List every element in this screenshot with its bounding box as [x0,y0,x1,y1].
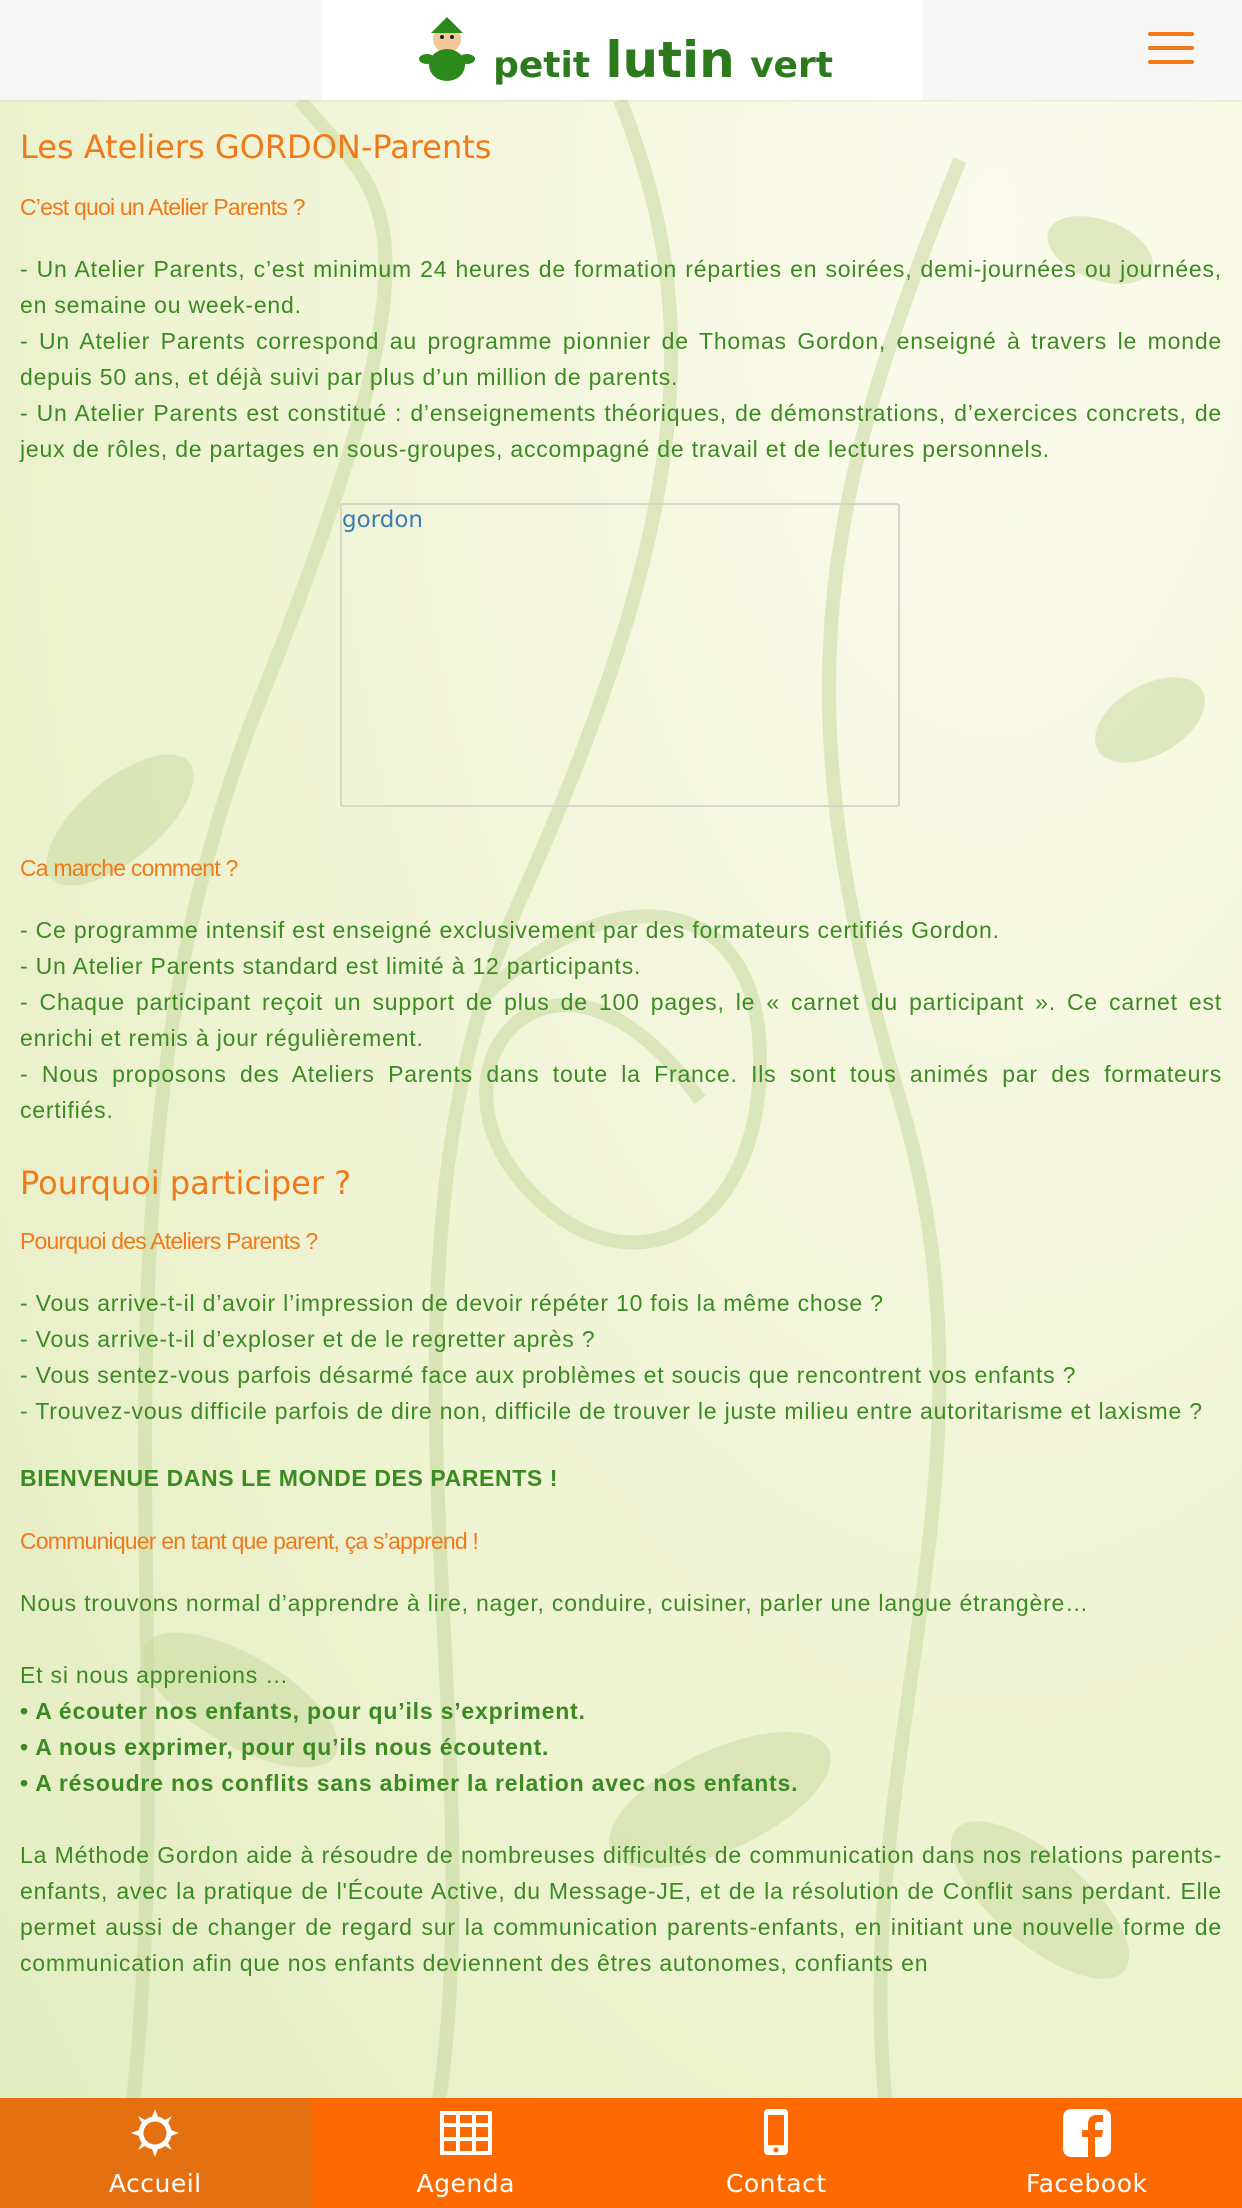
bottom-navigation [0,2098,1242,2208]
page-title: Les Ateliers GORDON-Parents [20,128,492,166]
app-header [0,0,1242,100]
nav-label: Facebook [1026,2169,1148,2198]
section-subtitle: Pourquoi des Ateliers Parents ? [20,1228,318,1254]
method-paragraph: La Méthode Gordon aide à résoudre de nombreuses difficultés de communication dans nos relations parents-enfants, avec la pratique de l'Écoute Active, du Message-JE, et de la résolution de Conflit sans perdant. Elle permet aussi de changer de regard sur la communication parents-enfants, en initiant une nouvelle forme de communication afin que nos enfants deviennent des êtres autonomes, confiants en [20,1842,1222,1976]
section-subtitle: C’est quoi un Atelier Parents ? [20,194,305,220]
calendar-icon [438,2105,494,2161]
nav-item-contact[interactable] [621,2098,932,2208]
bullet-item: • A écouter nos enfants, pour qu’ils s’expriment. [20,1698,586,1724]
intro-paragraph: Nous trouvons normal d’apprendre à lire, nager, conduire, cuisiner, parler une langue étrangère… [20,1590,1089,1616]
logo-word-lutin: lutin [605,31,735,89]
paragraph-line: - Un Atelier Parents est constitué : d’enseignements théoriques, de démonstrations, d’exercices concrets, de jeux de rôles, de partages en sous-groupes, accompagné de travail et de lectures personnels. [20,400,1222,462]
nav-item-accueil[interactable] [0,2098,311,2208]
nav-item-agenda[interactable] [311,2098,622,2208]
main-content [0,100,1242,2017]
paragraph-line: - Ce programme intensif est enseigné exclusivement par des formateurs certifiés Gordon. [20,917,1000,943]
nav-item-facebook[interactable] [932,2098,1242,2208]
site-logo[interactable] [322,0,922,100]
bullet-item: • A résoudre nos conflits sans abimer la relation avec nos enfants. [20,1770,799,1796]
logo-word-vert: vert [750,45,833,86]
paragraph-line: - Vous arrive-t-il d’exploser et de le regretter après ? [20,1326,596,1352]
nav-label: Contact [725,2169,827,2198]
phone-icon [748,2105,804,2161]
sun-icon [127,2105,183,2161]
paragraph-line: - Un Atelier Parents, c’est minimum 24 heures de formation réparties en soirées, demi-journées ou journées, en semaine ou week-end. [20,256,1222,318]
gordon-image[interactable] [340,503,900,807]
nav-label: Accueil [108,2169,202,2198]
menu-bar [1148,60,1194,64]
learning-list [20,1657,1222,1801]
how-it-works [20,912,1222,1128]
image-alt-link[interactable]: gordon [342,507,423,533]
atelier-description [20,251,1222,467]
paragraph-line: - Un Atelier Parents standard est limité à 12 participants. [20,953,642,979]
paragraph-line: Et si nous apprenions … [20,1662,289,1688]
paragraph-line: - Un Atelier Parents correspond au programme pionnier de Thomas Gordon, enseigné à travers le monde depuis 50 ans, et déjà suivi par plus d’un million de parents. [20,328,1222,390]
paragraph-line: - Vous sentez-vous parfois désarmé face aux problèmes et soucis que rencontrent vos enfants ? [20,1362,1077,1388]
nav-label: Agenda [416,2169,515,2198]
section-subtitle: Communiquer en tant que parent, ça s’apprend ! [20,1528,479,1554]
lutin-mascot-icon [411,15,481,85]
paragraph-line: - Trouvez-vous difficile parfois de dire non, difficile de trouver le juste milieu entre autoritarisme et laxisme ? [20,1398,1203,1424]
hamburger-menu-button[interactable] [1148,32,1194,68]
paragraph-line: - Nous proposons des Ateliers Parents dans toute la France. Ils sont tous animés par des formateurs certifiés. [20,1061,1222,1123]
logo-word-petit: petit [493,45,591,86]
paragraph-line: - Chaque participant reçoit un support de plus de 100 pages, le « carnet du participant ». Ce carnet est enrichi et remis à jour régulièrement. [20,989,1222,1051]
facebook-icon [1059,2105,1115,2161]
paragraph-line: - Vous arrive-t-il d’avoir l’impression de devoir répéter 10 fois la même chose ? [20,1290,884,1316]
welcome-heading: BIENVENUE DANS LE MONDE DES PARENTS ! [20,1465,559,1491]
section-title: Pourquoi participer ? [20,1164,352,1202]
section-subtitle: Ca marche comment ? [20,855,238,881]
bullet-item: • A nous exprimer, pour qu’ils nous écoutent. [20,1734,550,1760]
menu-bar [1148,46,1194,50]
menu-bar [1148,32,1194,36]
why-participate [20,1285,1222,1429]
